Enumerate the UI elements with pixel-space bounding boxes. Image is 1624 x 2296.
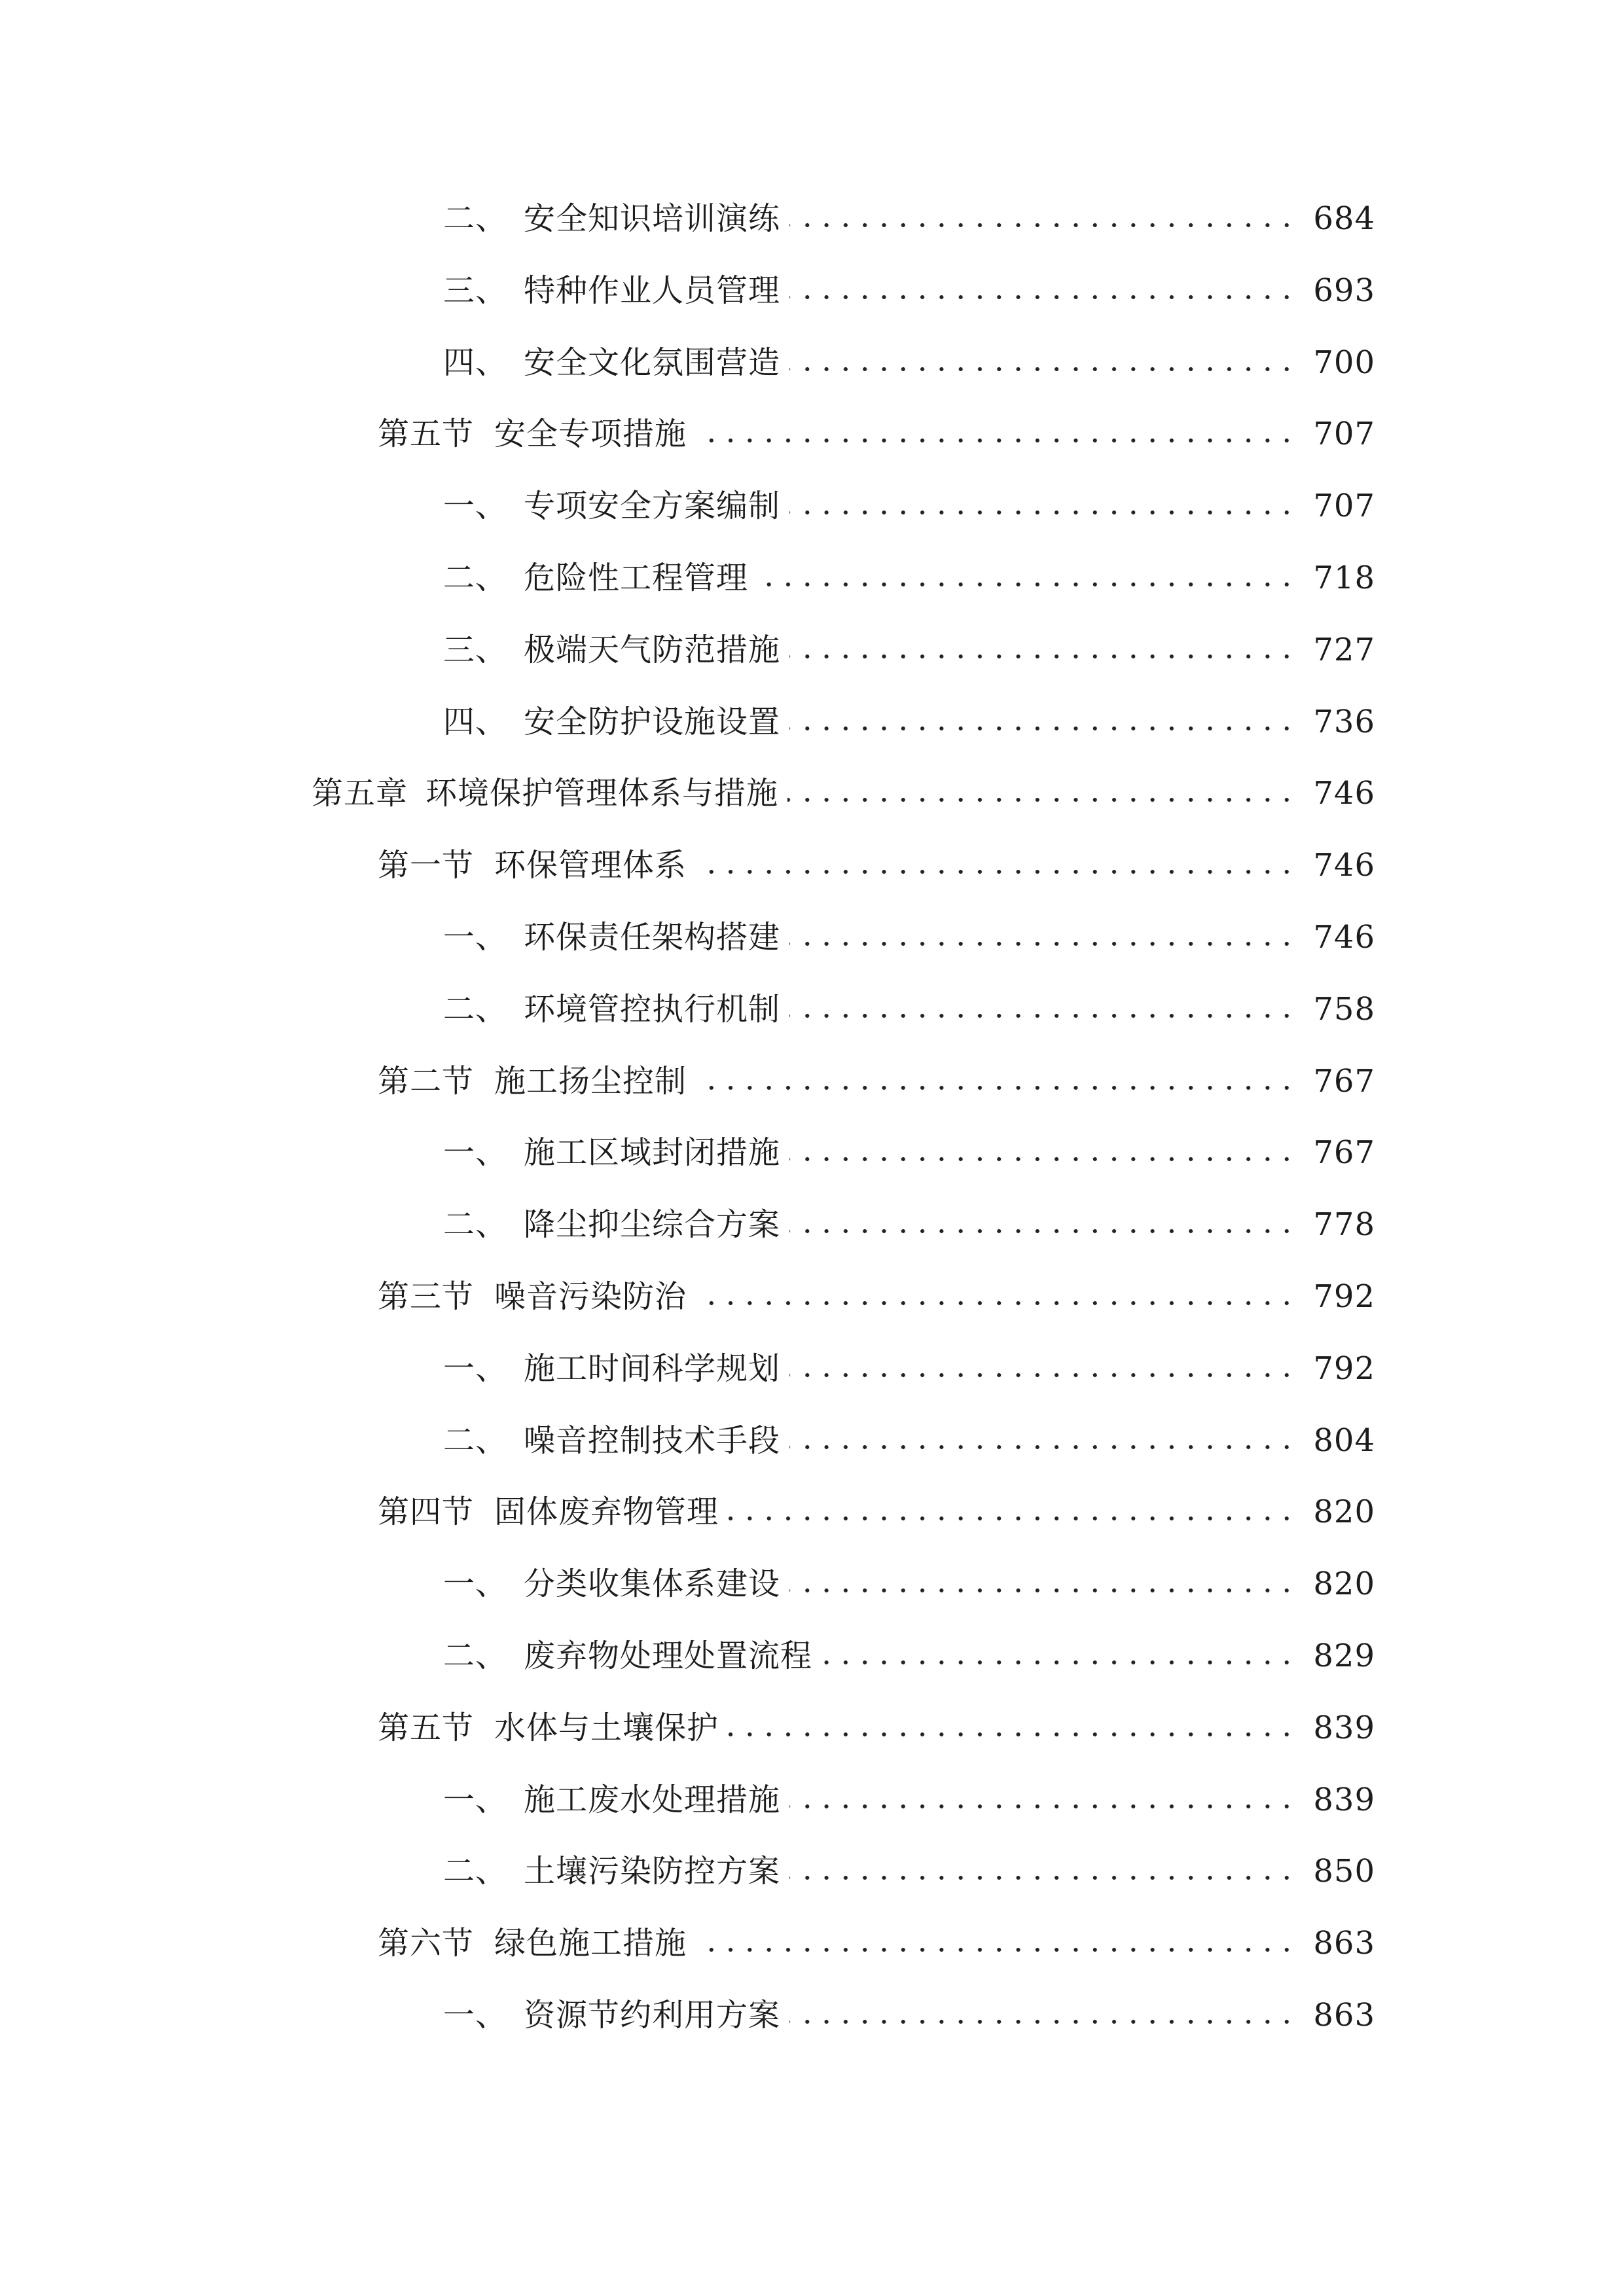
toc-entry-title: 特种作业人员管理 — [524, 272, 781, 309]
toc-section-entry[interactable] — [0, 1046, 1375, 1118]
toc-entry-page: 746 — [1313, 918, 1375, 956]
toc-section-entry[interactable] — [0, 1908, 1375, 1980]
toc-entry[interactable] — [0, 1836, 1375, 1908]
toc-entry-number: 二、 — [443, 1637, 508, 1674]
toc-entry-title: 环保责任架构搭建 — [524, 918, 781, 956]
toc-entry-number: 一、 — [443, 488, 508, 525]
toc-entry-page: 820 — [1313, 1494, 1375, 1531]
dot-leader — [789, 940, 1296, 948]
toc-entry-page: 820 — [1313, 1566, 1375, 1603]
toc-entry-title: 降尘抑尘综合方案 — [524, 1206, 781, 1244]
toc-entry[interactable] — [0, 1189, 1375, 1261]
dot-leader — [696, 868, 1296, 876]
dot-leader — [789, 1874, 1296, 1882]
dot-leader — [696, 437, 1296, 444]
toc-entry-page: 746 — [1313, 775, 1375, 812]
toc-entry-title: 施工区域封闭措施 — [524, 1134, 781, 1172]
toc-entry-page: 746 — [1313, 847, 1375, 884]
toc-entry-number: 一、 — [443, 1566, 508, 1603]
toc-entry[interactable] — [0, 327, 1375, 399]
toc-entry-page: 727 — [1313, 631, 1375, 668]
toc-section-number: 第三节 — [378, 1278, 475, 1315]
toc-entry-number: 一、 — [443, 1781, 508, 1818]
toc-chapter-title: 环境保护管理体系与措施 — [425, 775, 779, 812]
toc-section-title: 固体废弃物管理 — [494, 1494, 719, 1531]
toc-entry-page: 839 — [1313, 1781, 1375, 1818]
toc-entry-title: 施工废水处理措施 — [524, 1781, 781, 1818]
toc-entry[interactable] — [0, 1765, 1375, 1837]
toc-section-entry[interactable] — [0, 830, 1375, 902]
toc-entry-title: 分类收集体系建设 — [524, 1566, 781, 1603]
toc-entry-number: 一、 — [443, 1134, 508, 1172]
toc-section-title: 安全专项措施 — [494, 416, 687, 453]
toc-entry-page: 736 — [1313, 703, 1375, 740]
toc-entry-title: 危险性工程管理 — [524, 559, 749, 596]
dot-leader — [789, 221, 1296, 229]
toc-entry[interactable] — [0, 1621, 1375, 1693]
toc-entry-title: 环境管控执行机制 — [524, 990, 781, 1028]
dot-leader — [789, 509, 1296, 516]
toc-entry-title: 安全知识培训演练 — [524, 200, 781, 237]
dot-leader — [696, 1946, 1296, 1954]
toc-entry-page: 693 — [1313, 272, 1375, 309]
toc-entry-number: 一、 — [443, 918, 508, 956]
toc-entry[interactable] — [0, 1405, 1375, 1477]
dot-leader — [789, 1155, 1296, 1163]
dot-leader — [787, 796, 1296, 804]
dot-leader — [696, 1299, 1296, 1307]
dot-leader — [789, 725, 1296, 732]
toc-entry-title: 安全文化氛围营造 — [524, 344, 781, 381]
toc-entry-page: 758 — [1313, 990, 1375, 1028]
toc-section-entry[interactable] — [0, 1693, 1375, 1765]
toc-entry-number: 二、 — [443, 1853, 508, 1890]
toc-entry-title: 土壤污染防控方案 — [524, 1853, 781, 1890]
dot-leader — [789, 365, 1296, 373]
toc-entry-page: 863 — [1313, 1925, 1375, 1962]
toc-entry-page: 850 — [1313, 1853, 1375, 1890]
toc-section-number: 第二节 — [378, 1062, 475, 1100]
dot-leader — [789, 653, 1296, 660]
toc-section-number: 第六节 — [378, 1925, 475, 1962]
toc-entry-number: 二、 — [443, 200, 508, 237]
toc-section-title: 水体与土壤保护 — [494, 1709, 719, 1746]
toc-entry[interactable] — [0, 255, 1375, 327]
toc-section-entry[interactable] — [0, 399, 1375, 471]
toc-entry-number: 二、 — [443, 990, 508, 1028]
dot-leader — [789, 1587, 1296, 1594]
toc-entry-number: 一、 — [443, 1996, 508, 2034]
toc-entry-page: 804 — [1313, 1422, 1375, 1459]
toc-entry-number: 一、 — [443, 1350, 508, 1387]
toc-section-number: 第四节 — [378, 1494, 475, 1531]
toc-entry-page: 707 — [1313, 416, 1375, 453]
toc-chapter-entry[interactable] — [0, 758, 1375, 830]
toc-entry-page: 792 — [1313, 1278, 1375, 1315]
toc-entry[interactable] — [0, 1117, 1375, 1189]
toc-section-number: 第一节 — [378, 847, 475, 884]
dot-leader — [789, 1227, 1296, 1235]
dot-leader — [696, 1084, 1296, 1092]
dot-leader — [821, 1659, 1296, 1666]
toc-entry-number: 四、 — [443, 344, 508, 381]
toc-section-title: 绿色施工措施 — [494, 1925, 687, 1962]
toc-section-title: 施工扬尘控制 — [494, 1062, 687, 1100]
toc-entry[interactable] — [0, 615, 1375, 687]
toc-section-entry[interactable] — [0, 1477, 1375, 1549]
toc-entry[interactable] — [0, 183, 1375, 255]
dot-leader — [789, 293, 1296, 301]
toc-entry[interactable] — [0, 1980, 1375, 2052]
toc-entry-number: 二、 — [443, 559, 508, 596]
toc-entry-page: 829 — [1313, 1637, 1375, 1674]
toc-section-title: 噪音污染防治 — [494, 1278, 687, 1315]
dot-leader — [789, 2018, 1296, 2026]
toc-entry-title: 废弃物处理处置流程 — [524, 1637, 813, 1674]
dot-leader — [728, 1515, 1296, 1522]
toc-entry-page: 707 — [1313, 488, 1375, 525]
toc-entry-number: 四、 — [443, 703, 508, 740]
toc-entry[interactable] — [0, 974, 1375, 1046]
dot-leader — [789, 1803, 1296, 1810]
toc-section-number: 第五节 — [378, 1709, 475, 1746]
toc-chapter-number: 第五章 — [312, 775, 408, 812]
toc-entry[interactable] — [0, 1333, 1375, 1405]
toc-entry-title: 专项安全方案编制 — [524, 488, 781, 525]
toc-section-title: 环保管理体系 — [494, 847, 687, 884]
toc-entry[interactable] — [0, 471, 1375, 543]
toc-entry-page: 718 — [1313, 559, 1375, 596]
toc-entry-title: 噪音控制技术手段 — [524, 1422, 781, 1459]
dot-leader — [757, 581, 1296, 588]
toc-entry-page: 767 — [1313, 1134, 1375, 1172]
toc-entry-page: 792 — [1313, 1350, 1375, 1387]
toc-section-number: 第五节 — [378, 416, 475, 453]
toc-entry-page: 700 — [1313, 344, 1375, 381]
toc-entry-title: 资源节约利用方案 — [524, 1996, 781, 2034]
dot-leader — [789, 1012, 1296, 1020]
dot-leader — [789, 1371, 1296, 1379]
toc-entry-number: 二、 — [443, 1422, 508, 1459]
table-of-contents — [0, 183, 1375, 2052]
toc-entry-page: 778 — [1313, 1206, 1375, 1244]
toc-entry[interactable] — [0, 902, 1375, 974]
toc-entry[interactable] — [0, 1549, 1375, 1621]
toc-entry-page: 863 — [1313, 1996, 1375, 2034]
toc-entry-page: 839 — [1313, 1709, 1375, 1746]
toc-entry-title: 安全防护设施设置 — [524, 703, 781, 740]
toc-entry-page: 767 — [1313, 1062, 1375, 1100]
toc-entry-page: 684 — [1313, 200, 1375, 237]
dot-leader — [728, 1731, 1296, 1738]
toc-entry-number: 三、 — [443, 272, 508, 309]
dot-leader — [789, 1443, 1296, 1451]
toc-entry-number: 二、 — [443, 1206, 508, 1244]
toc-section-entry[interactable] — [0, 1261, 1375, 1333]
toc-entry-title: 极端天气防范措施 — [524, 631, 781, 668]
toc-entry-title: 施工时间科学规划 — [524, 1350, 781, 1387]
toc-entry[interactable] — [0, 543, 1375, 615]
toc-entry[interactable] — [0, 687, 1375, 759]
toc-entry-number: 三、 — [443, 631, 508, 668]
